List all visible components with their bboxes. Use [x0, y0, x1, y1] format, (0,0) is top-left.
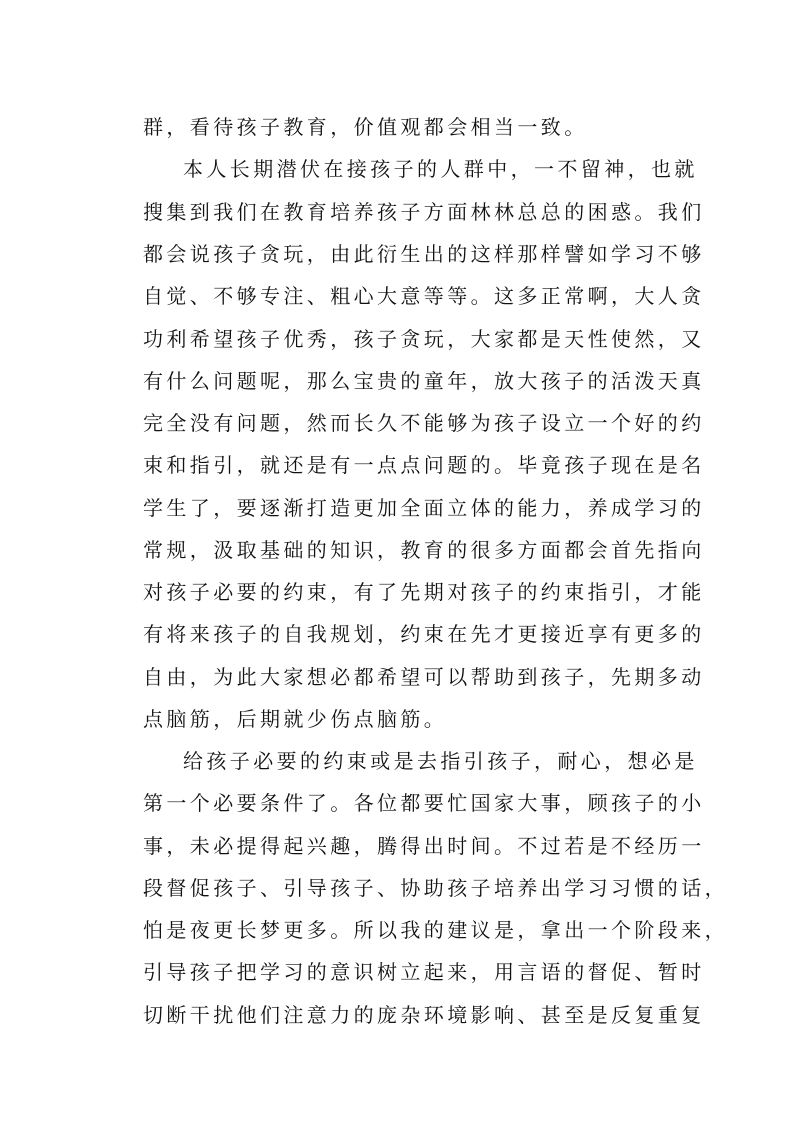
text-line-16: 给孩子必要的约束或是去指引孩子，耐心，想必是 — [183, 749, 698, 773]
text-line-18: 事，未必提得起兴趣，腾得出时间。不过若是不经历一 — [143, 834, 705, 858]
text-line-5: 自觉、不够专注、粗心大意等等。这多正常啊，大人贪 — [143, 284, 705, 308]
text-line-15: 点脑筋，后期就少伤点脑筋。 — [143, 707, 448, 731]
text-line-7: 有什么问题呢，那么宝贵的童年，放大孩子的活泼天真 — [143, 369, 705, 393]
text-line-4: 都会说孩子贪玩，由此衍生出的这样那样譬如学习不够 — [143, 242, 705, 266]
text-line-9: 束和指引，就还是有一点点问题的。毕竟孩子现在是名 — [143, 453, 705, 477]
text-line-6: 功利希望孩子优秀，孩子贪玩，大家都是天性使然，又 — [143, 327, 705, 351]
text-line-2: 本人长期潜伏在接孩子的人群中，一不留神，也就 — [183, 157, 698, 181]
text-line-12: 对孩子必要的约束，有了先期对孩子的约束指引，才能 — [143, 580, 705, 604]
text-line-8: 完全没有问题，然而长久不能够为孩子设立一个好的约 — [143, 411, 705, 435]
text-line-10: 学生了，要逐渐打造更加全面立体的能力，养成学习的 — [143, 496, 705, 520]
text-line-1: 群，看待孩子教育，价值观都会相当一致。 — [143, 115, 588, 139]
text-line-20: 怕是夜更长梦更多。所以我的建议是，拿出一个阶段来， — [143, 918, 728, 942]
text-line-21: 引导孩子把学习的意识树立起来，用言语的督促、暂时 — [143, 960, 705, 984]
text-line-14: 自由，为此大家想必都希望可以帮助到孩子，先期多动 — [143, 665, 705, 689]
text-line-11: 常规，汲取基础的知识，教育的很多方面都会首先指向 — [143, 538, 705, 562]
text-line-3: 搜集到我们在教育培养孩子方面林林总总的困惑。我们 — [143, 200, 705, 224]
text-line-17: 第一个必要条件了。各位都要忙国家大事，顾孩子的小 — [143, 791, 705, 815]
text-line-19: 段督促孩子、引导孩子、协助孩子培养出学习习惯的话， — [143, 876, 728, 900]
text-line-13: 有将来孩子的自我规划，约束在先才更接近享有更多的 — [143, 622, 705, 646]
text-line-22: 切断干扰他们注意力的庞杂环境影响、甚至是反复重复 — [143, 1003, 705, 1027]
